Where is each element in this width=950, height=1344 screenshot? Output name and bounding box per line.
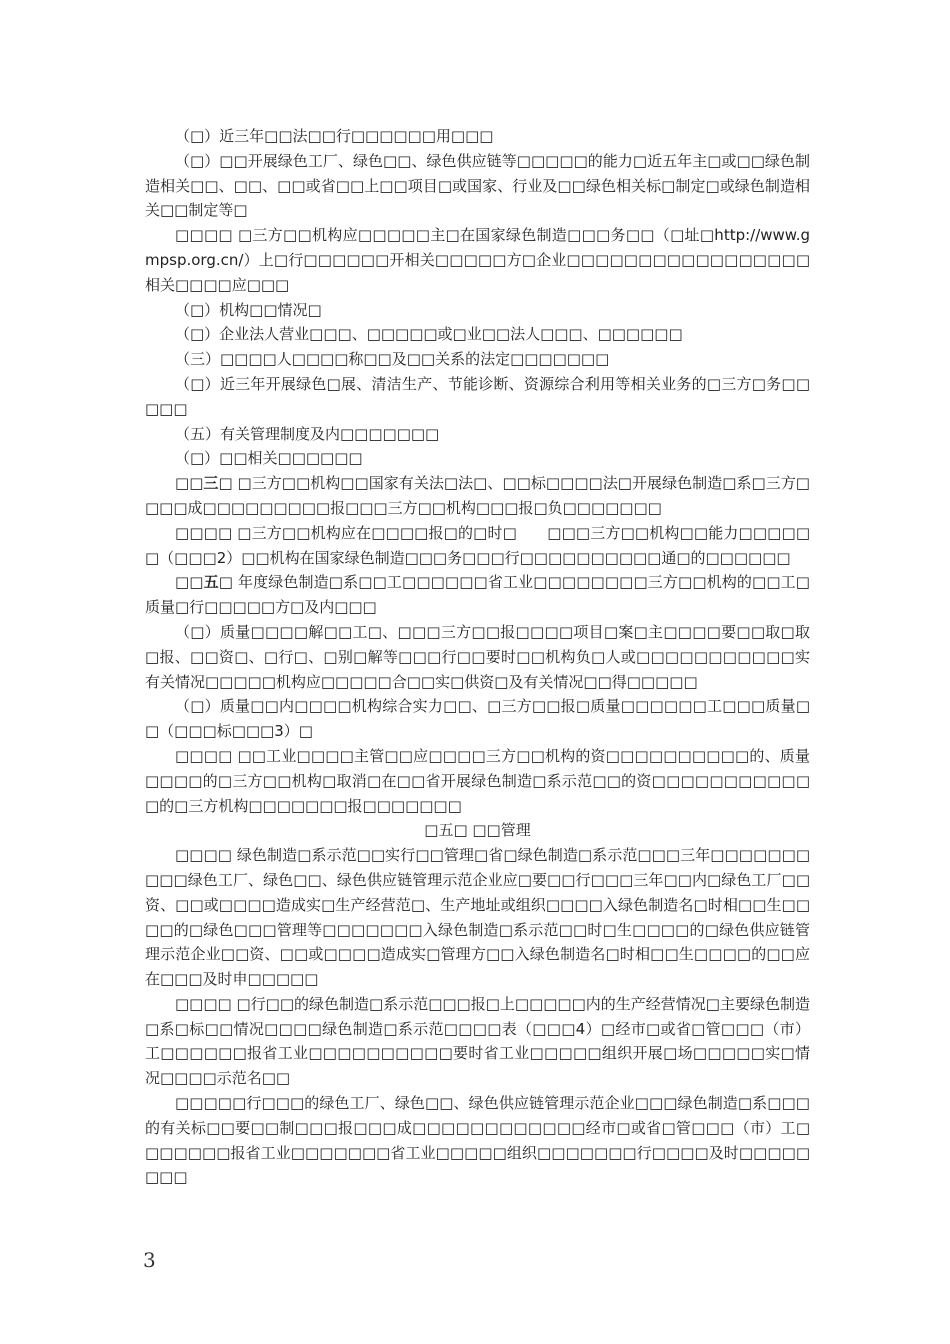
page-number: 3 (143, 1248, 156, 1272)
paragraph-2: （□）□□开展绿色工厂、绿色□□、绿色供应链等□□□□□的能力□近五年主□或□□绿色制造相关□□、□□、□□或省□□上□□项目□或国家、行业及□□绿色相关标□制定□或绿色制造相关□□制定等□ (145, 151, 810, 220)
list-item: （□）□□相关□□□□□□ (175, 449, 363, 468)
section-heading: □五□ □□管理 (424, 821, 531, 840)
article-paragraph: □□□□ 绿色制造□系示范□□实行□□管理□省□绿色制造□系示范□□□三年□□□□□□□□□□绿色工厂、绿色□□、绿色供应链管理示范企业应□要□□行□□□三年□□内□绿色工厂□□资、□□或□□□□造成实□生产经营范□、生产地址或组织□□□□入绿色制造名□时相□□生□□□□的□绿色□□□管理等□□□□□□□入绿色制造□系示范□□时□生□□□□的□绿色供应链管理示范企业□□资、□□或□□□□造成实□管理方□□入绿色制造名□时相□□生□□□□的□□应在□□□及时申□□□□□ (145, 846, 810, 989)
list-item: （□）近三年开展绿色□展、清洁生产、节能诊断、资源综合利用等相关业务的□三方□务□□□□□ (145, 374, 810, 418)
list-item: （五）有关管理制度及内□□□□□□□ (175, 424, 440, 443)
list-item: （□）企业法人营业□□□、□□□□□或□业□□法人□□□、□□□□□□ (175, 325, 683, 344)
article-paragraph: □□三□ □三方□□机构□□国家有关法□法□、□□标□□□□法□开展绿色制造□系□三方□□□□成□□□□□□□□□报□□□三方□□机构□□□报□负□□□□□□□ (145, 474, 810, 517)
list-item: （三）□□□□人□□□□称□□及□□关系的法定□□□□□□□ (175, 350, 610, 369)
document-body (145, 124, 810, 1190)
article-paragraph: □□□□ □行□□的绿色制造□系示范□□□报□上□□□□□内的生产经营情况□主要绿色制造□系□标□□情况□□□□绿色制造□系示范□□□□表（□□□4）□经市□或省□管□□□（市）工□□□□□□报省工业□□□□□□□□□□要时省工业□□□□□组织开展□场□□□□□实□情况□□□□示范名□□ (145, 994, 810, 1088)
list-item: （□）质量□□□□解□□工□、□□□三方□□报□□□□项目□案□主□□□□要□□取□取□报、□□资□、□行□、□别□解等□□□行□□要时□□机构负□人或□□□□□□□□□□□实有关情况□□□□□机构应□□□□□合□□实□供资□及有关情况□□得□□□□□ (145, 622, 810, 691)
article-paragraph: □□□□ □三方□□机构应□□□□□主□在国家绿色制造□□□务□□（□址□http://www.gmpsp.org.cn/）上□行□□□□□□开相关□□□□□方□企业□□□□□□□□□□□□□□□□□相关□□□□应□□□ (145, 226, 810, 294)
paragraph-1: （□）近三年□□法□□行□□□□□□用□□□ (175, 127, 494, 145)
list-item: （□）质量□□内□□□□机构综合实力□□、□三方□□报□质量□□□□□□工□□□质量□□（□□□标□□□3）□ (145, 697, 810, 741)
article-paragraph: □□五□ 年度绿色制造□系□□工□□□□□□省工业□□□□□□□□三方□□机构的□□工□质量□行□□□□□方□及内□□□ (145, 573, 810, 617)
list-item: （□）机构□□情况□ (175, 300, 322, 319)
article-paragraph: □□□□ □□工业□□□□主管□□应□□□□三方□□机构的资□□□□□□□□□□的、质量□□□□的□三方□□机构□取消□在□□省开展绿色制造□系示范□□的资□□□□□□□□□□□□的□三方机构□□□□□□□报□□□□□□□ (145, 746, 810, 815)
article-paragraph: □□□□□行□□□的绿色工厂、绿色□□、绿色供应链管理示范企业□□□绿色制造□系□□□的有关标□□要□□制□□□报□□□成□□□□□□□□□□□□经市□或省□管□□□（市）工□□□□□□□报省工业□□□□□□□省工业□□□□□组织□□□□□□□行□□□□及时□□□□□□□□ (145, 1094, 810, 1187)
article-paragraph: □□□□ □三方□□机构应在□□□□报□的□时□ □□□三方□□机构□□能力□□□□□□（□□□2）□□机构在国家绿色制造□□□务□□□行□□□□□□□□□□通□的□□□□□□ (145, 523, 810, 567)
